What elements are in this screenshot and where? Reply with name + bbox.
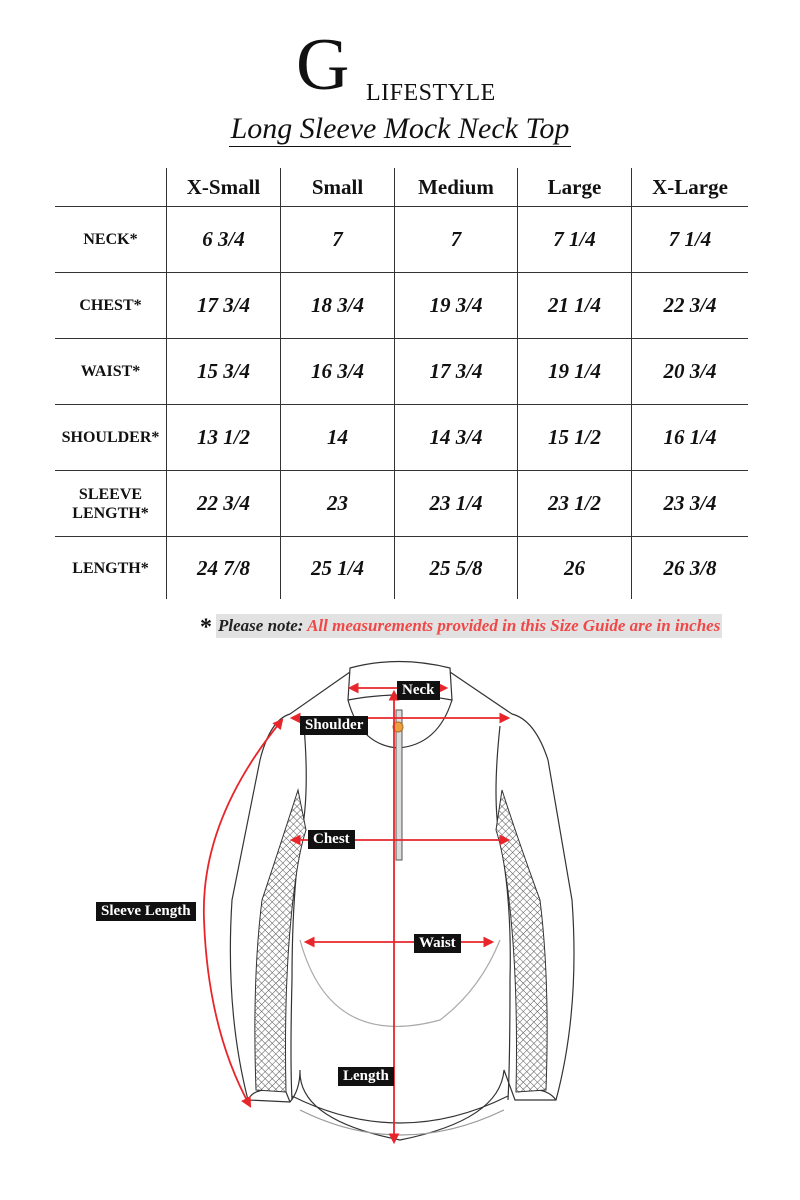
row-label: LENGTH* [55,537,167,600]
col-header: Small [281,168,395,207]
table-cell: 7 1/4 [632,207,749,273]
table-cell: 15 3/4 [167,339,281,405]
shirt-diagram [0,640,800,1160]
body-left-side [291,726,306,1100]
row-label [55,471,167,537]
table-cell: 6 3/4 [167,207,281,273]
col-header: X-Small [167,168,281,207]
table-cell: 26 [518,537,632,600]
table-cell: 23 [281,471,395,537]
table-row [55,207,748,273]
table-cell: 14 3/4 [395,405,518,471]
hem-line [292,1096,508,1123]
page-title [0,112,800,146]
table-row [55,405,748,471]
table-row [55,471,748,537]
page-title-text: Long Sleeve Mock Neck Top [230,112,570,145]
row-label-line: LENGTH* [72,504,149,522]
left-mesh-panel [255,790,306,1092]
table-cell: 21 1/4 [518,273,632,339]
note-prefix: Please note: [218,616,304,635]
waist-label: Waist [414,934,461,953]
table-cell: 22 3/4 [167,471,281,537]
asterisk-icon: * [200,614,212,641]
table-row [55,537,748,600]
zipper-tape [396,710,402,860]
table-cell: 22 3/4 [632,273,749,339]
size-table [55,168,748,599]
shoulder-label: Shoulder [300,716,368,735]
col-header: Large [518,168,632,207]
back-hem [300,940,500,1026]
row-label: SHOULDER* [55,405,167,471]
note-box [216,614,722,638]
right-mesh-panel [496,790,547,1092]
table-cell: 13 1/2 [167,405,281,471]
table-cell: 23 1/4 [395,471,518,537]
body-right-side [496,726,510,1100]
table-cell: 20 3/4 [632,339,749,405]
table-cell: 19 1/4 [518,339,632,405]
table-row [55,273,748,339]
table-cell: 23 1/2 [518,471,632,537]
table-cell: 16 3/4 [281,339,395,405]
table-cell: 23 3/4 [632,471,749,537]
table-cell: 7 [395,207,518,273]
length-label: Length [338,1067,394,1086]
table-row [55,339,748,405]
row-label: CHEST* [55,273,167,339]
row-label: NECK* [55,207,167,273]
table-cell: 17 3/4 [395,339,518,405]
table-cell: 25 1/4 [281,537,395,600]
measurement-note [200,614,722,641]
neck-label: Neck [397,681,440,700]
note-text: All measurements provided in this Size Guide are in inches [307,616,721,635]
table-cell: 14 [281,405,395,471]
size-table-header [55,168,748,207]
row-label: WAIST* [55,339,167,405]
table-cell: 16 1/4 [632,405,749,471]
brand-logo [0,22,800,106]
col-header: X-Large [632,168,749,207]
table-cell: 17 3/4 [167,273,281,339]
col-header: Medium [395,168,518,207]
header-corner [55,168,167,207]
row-label-line: SLEEVE [78,485,143,503]
table-cell: 18 3/4 [281,273,395,339]
sleeve-length-label: Sleeve Length [96,902,196,921]
chest-label: Chest [308,830,355,849]
table-cell: 7 1/4 [518,207,632,273]
table-cell: 25 5/8 [395,537,518,600]
table-cell: 26 3/8 [632,537,749,600]
brand-word: LIFESTYLE [366,80,496,106]
table-cell: 24 7/8 [167,537,281,600]
table-cell: 7 [281,207,395,273]
brand-letter: G [296,24,350,106]
table-cell: 19 3/4 [395,273,518,339]
table-cell: 15 1/2 [518,405,632,471]
